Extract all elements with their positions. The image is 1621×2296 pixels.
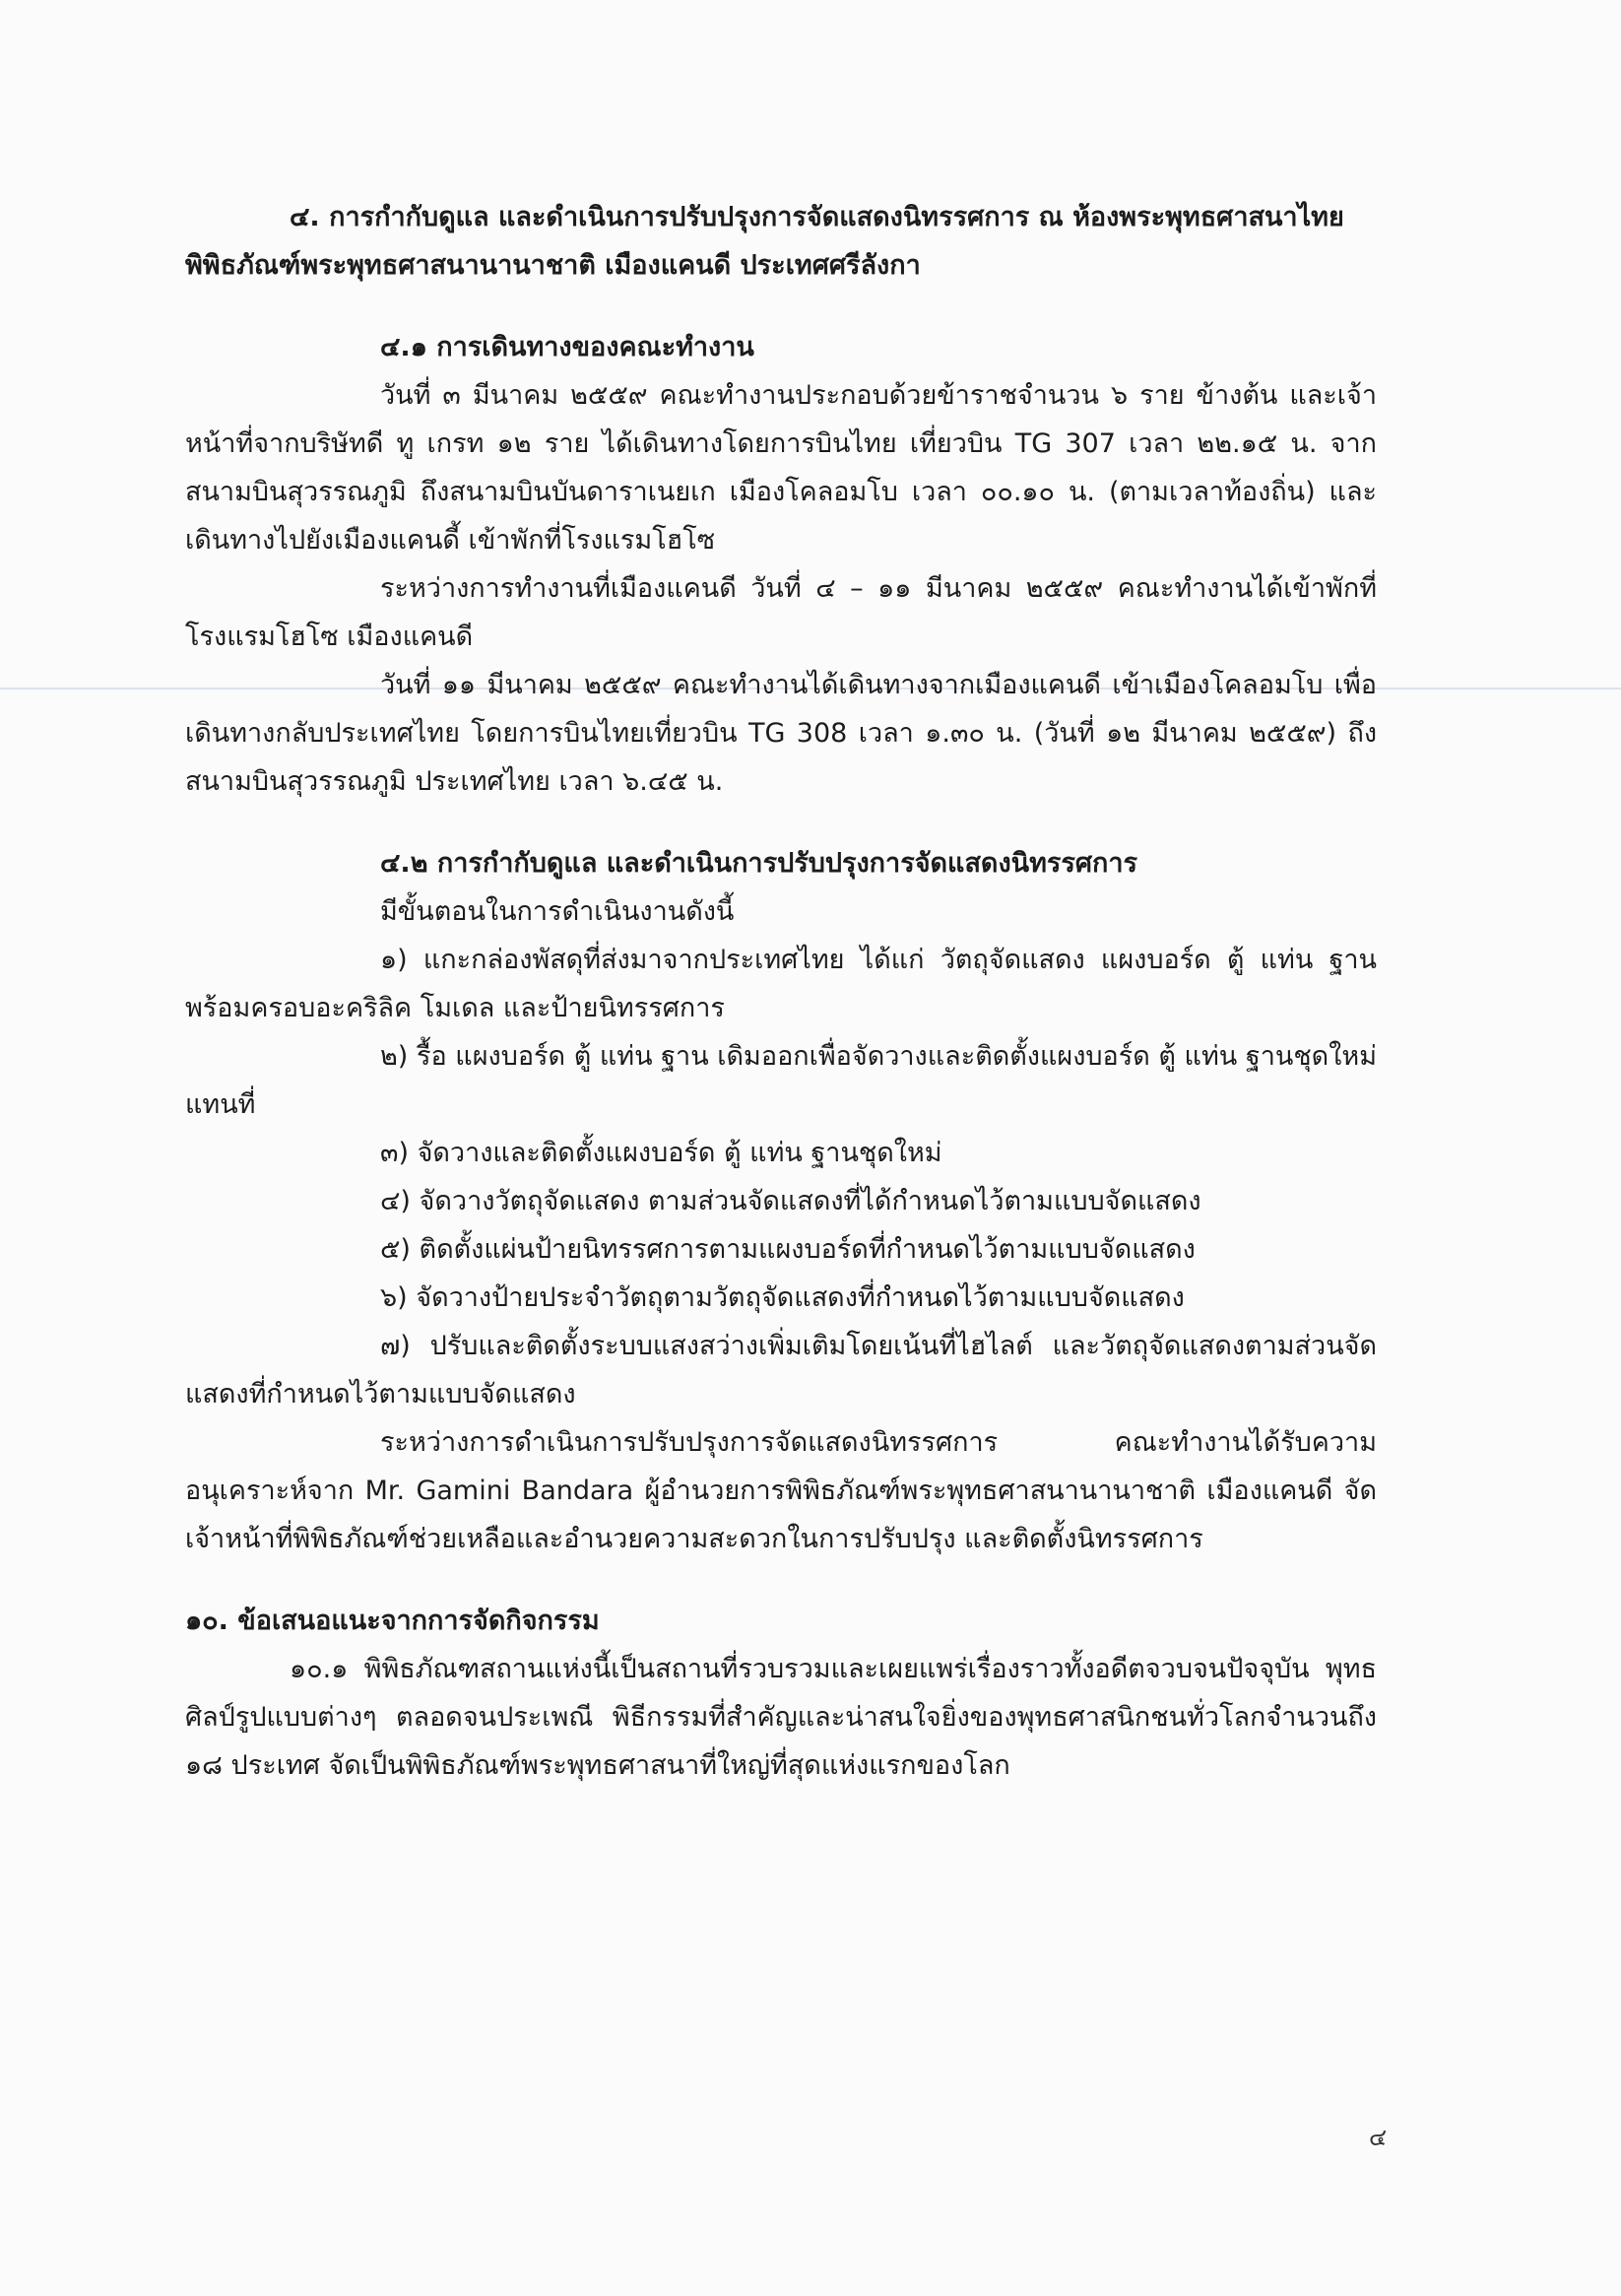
step-item: ๔) จัดวางวัตถุจัดแสดง ตามส่วนจัดแสดงที่ได้กำหนดไว้ตามแบบจัดแสดง xyxy=(380,1186,1201,1216)
section-4-1-paragraph-3: วันที่ ๑๑ มีนาคม ๒๕๕๙ คณะทำงานได้เดินทางจากเมืองแคนดี เข้าเมืองโคลอมโบ เพื่อเดินทางกลับประเทศไทย โดยการบินไทยเที่ยวบิน TG 308 เวลา ๑.๓๐ น. (วันที่ ๑๒ มีนาคม ๒๕๕๙) ถึงสนามบินสุวรรณภูมิ ประเทศไทย เวลา ๖.๔๕ น. xyxy=(185,670,1377,797)
section-4-2-heading: ๔.๒ การกำกับดูแล และดำเนินการปรับปรุงการจัดแสดงนิทรรศการ xyxy=(380,848,1138,879)
section-4-title-line2: พิพิธภัณฑ์พระพุทธศาสนานานาชาติ เมืองแคนดี ประเทศศรีลังกา xyxy=(185,250,921,281)
document-body xyxy=(185,193,1377,1790)
section-4-1-heading: ๔.๑ การเดินทางของคณะทำงาน xyxy=(380,332,754,362)
section-10-heading: ๑๐. ข้อเสนอแนะจากการจัดกิจกรรม xyxy=(185,1606,600,1636)
section-4-2-intro: มีขั้นตอนในการดำเนินงานดังนี้ xyxy=(380,896,735,927)
section-10-paragraph-1: ๑๐.๑ พิพิธภัณฑสถานแห่งนี้เป็นสถานที่รวบรวมและเผยแพร่เรื่องราวทั้งอดีตจวบจนปัจจุบัน พุทธศิลป์รูปแบบต่างๆ ตลอดจนประเพณี พิธีกรรมที่สำคัญและน่าสนใจยิ่งของพุทธศาสนิกชนทั่วโลกจำนวนถึง ๑๘ ประเทศ จัดเป็นพิพิธภัณฑ์พระพุทธศาสนาที่ใหญ่ที่สุดแห่งแรกของโลก xyxy=(185,1654,1377,1781)
step-item: ๒) รื้อ แผงบอร์ด ตู้ แท่น ฐาน เดิมออกเพื่อจัดวางและติดตั้งแผงบอร์ด ตู้ แท่น ฐานชุดใหม่แทนที่ xyxy=(185,1041,1377,1120)
section-4-title-line1: ๔. การกำกับดูแล และดำเนินการปรับปรุงการจัดแสดงนิทรรศการ ณ ห้องพระพุทธศาสนาไทย xyxy=(290,202,1344,232)
step-item: ๓) จัดวางและติดตั้งแผงบอร์ด ตู้ แท่น ฐานชุดใหม่ xyxy=(380,1138,942,1168)
section-4-2-closing: ระหว่างการดำเนินการปรับปรุงการจัดแสดงนิทรรศการ คณะทำงานได้รับความอนุเคราะห์จาก Mr. Gamini Bandara ผู้อำนวยการพิพิธภัณฑ์พระพุทธศาสนานานาชาติ เมืองแคนดี จัดเจ้าหน้าที่พิพิธภัณฑ์ช่วยเหลือและอำนวยความสะดวกในการปรับปรุง และติดตั้งนิทรรศการ xyxy=(185,1427,1377,1554)
step-item: ๗) ปรับและติดตั้งระบบแสงสว่างเพิ่มเติมโดยเน้นที่ไฮไลต์ และวัตถุจัดแสดงตามส่วนจัดแสดงที่กำหนดไว้ตามแบบจัดแสดง xyxy=(185,1331,1377,1410)
section-4-1-paragraph-1: วันที่ ๓ มีนาคม ๒๕๕๙ คณะทำงานประกอบด้วยข้าราชจำนวน ๖ ราย ข้างต้น และเจ้าหน้าที่จากบริษัทดี ทู เกรท ๑๒ ราย ได้เดินทางโดยการบินไทย เที่ยวบิน TG 307 เวลา ๒๒.๑๕ น. จากสนามบินสุวรรณภูมิ ถึงสนามบินบันดาราเนยเก เมืองโคลอมโบ เวลา ๐๐.๑๐ น. (ตามเวลาท้องถิ่น) และเดินทางไปยังเมืองแคนดี้ เข้าพักที่โรงแรมโฮโซ xyxy=(185,380,1377,556)
step-item: ๖) จัดวางป้ายประจำวัตถุตามวัตถุจัดแสดงที่กำหนดไว้ตามแบบจัดแสดง xyxy=(380,1282,1185,1313)
step-item: ๑) แกะกล่องพัสดุที่ส่งมาจากประเทศไทย ได้แก่ วัตถุจัดแสดง แผงบอร์ด ตู้ แท่น ฐาน พร้อมครอบอะคริลิค โมเดล และป้ายนิทรรศการ xyxy=(185,945,1377,1023)
page-number: ๔ xyxy=(1369,2124,1388,2151)
step-item: ๕) ติดตั้งแผ่นป้ายนิทรรศการตามแผงบอร์ดที่กำหนดไว้ตามแบบจัดแสดง xyxy=(380,1234,1196,1265)
section-4-1-paragraph-2: ระหว่างการทำงานที่เมืองแคนดี วันที่ ๔ – ๑๑ มีนาคม ๒๕๕๙ คณะทำงานได้เข้าพักที่โรงแรมโฮโซ เมืองแคนดี xyxy=(185,573,1377,652)
